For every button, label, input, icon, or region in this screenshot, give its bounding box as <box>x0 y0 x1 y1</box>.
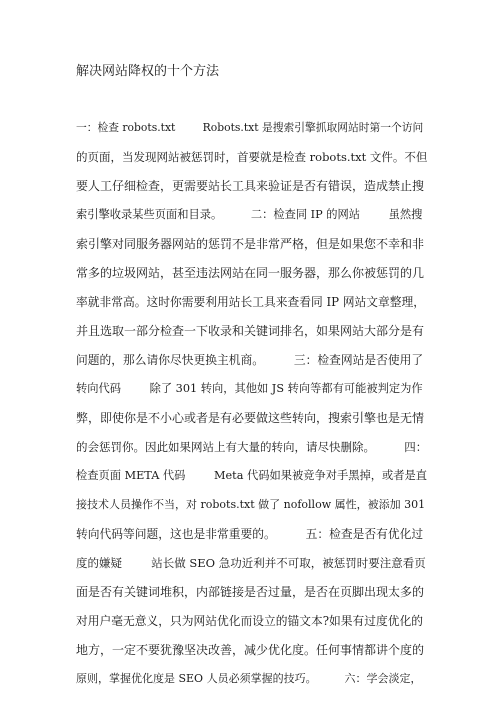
text-line: 对用户毫无意义，只为网站优化而设立的锚文本?如果有过度优化的 <box>76 614 424 628</box>
text-line: 要人工仔细检查，更需要站长工具来验证是否有错误，造成禁止搜 <box>76 179 425 193</box>
text-line: 的会惩罚你。因此如果网站上有大量的转向，请尽快删除。 四： <box>76 440 428 454</box>
text-line: 索引擎对同服务器网站的惩罚不是非常严格，但是如果您不幸和非 <box>76 237 425 251</box>
text-line: 地方，一定不要犹豫坚决改善，减少优化度。任何事情都讲个度的 <box>76 643 425 657</box>
text-line: 率就非常高。这时你需要利用站长工具来查看同 IP 网站文章整理， <box>76 295 426 309</box>
text-line: 面是否有关键词堆积，内部链接是否过量，是否在页脚出现太多的 <box>76 585 425 599</box>
text-line: 并且选取一部分检查一下收录和关键词排名，如果网站大部分是有 <box>76 324 425 338</box>
text-line: 原则，掌握优化度是 SEO 人员必须掌握的技巧。 六：学会淡定， <box>76 672 422 685</box>
text-line: 索引擎收录某些页面和目录。 二：检查同 IP 的网站 虽然搜 <box>76 208 423 221</box>
text-line: 接技术人员操作不当，对 robots.txt 做了 nofollow 属性，被添加 301 <box>76 498 426 511</box>
text-line: 转向代码 除了 301 转向，其他如 JS 转向等都有可能被判定为作 <box>76 382 423 395</box>
text-line: 的页面，当发现网站被惩罚时，首要就是检查 robots.txt 文件。不但 <box>76 150 428 164</box>
text-line: 常多的垃圾网站，甚至违法网站在同一服务器，那么你被惩罚的几 <box>76 266 425 280</box>
text-line: 弊，即使你是不小心或者是有必要做这些转向，搜索引擎也是无情 <box>76 411 425 425</box>
text-line: 一：检查 robots.txt Robots.txt 是搜索引擎抓取网站时第一个访问 <box>76 121 424 134</box>
text-line: 检查页面 META 代码 Meta 代码如果被竞争对手黑掉，或者是直 <box>76 469 427 482</box>
document-title: 解决网站降权的十个方法 <box>76 64 220 79</box>
document-body <box>76 118 428 698</box>
text-line: 问题的，那么请你尽快更换主机商。 三：检查网站是否使用了 <box>76 353 424 367</box>
text-line: 转向代码等问题，这也是非常重要的。 五：检查是否有优化过 <box>76 527 424 541</box>
text-line: 度的嫌疑 站长做 SEO 急功近利并不可取，被惩罚时要注意看页 <box>76 556 426 570</box>
